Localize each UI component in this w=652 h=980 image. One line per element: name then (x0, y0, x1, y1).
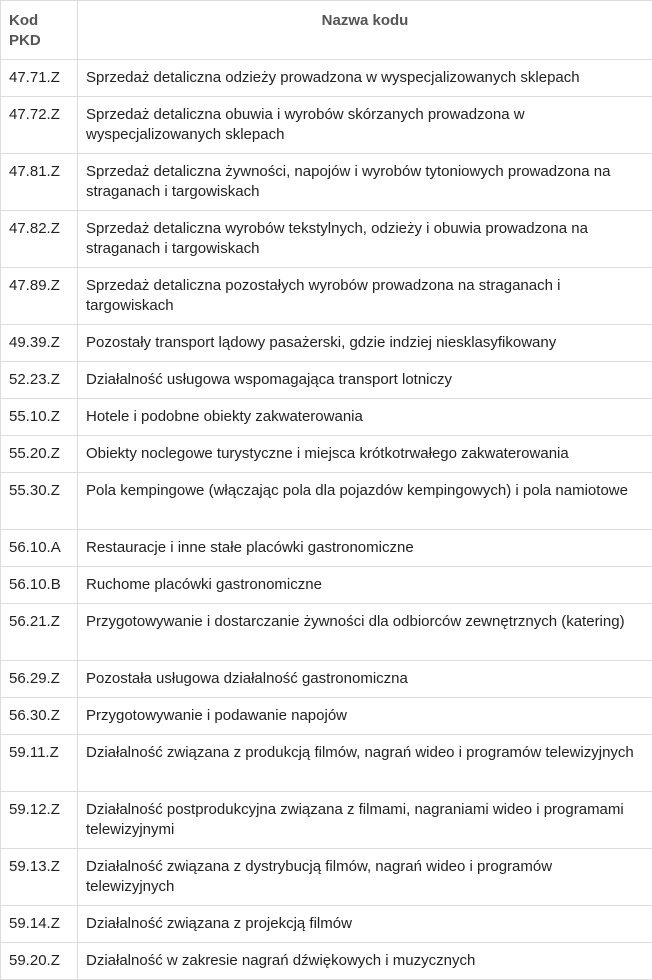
table-row (1, 97, 652, 154)
pkd-code: 47.71.Z (1, 60, 78, 97)
table-row (1, 792, 652, 849)
pkd-code: 56.29.Z (1, 661, 78, 698)
table-row (1, 436, 652, 473)
pkd-name: Działalność postprodukcyjna związana z filmami, nagraniami wideo i programami telewizyjnymi (78, 792, 652, 849)
pkd-name: Restauracje i inne stałe placówki gastronomiczne (78, 530, 652, 567)
pkd-name: Przygotowywanie i dostarczanie żywności dla odbiorców zewnętrznych (katering) (78, 604, 652, 661)
pkd-code: 59.11.Z (1, 735, 78, 792)
table-row (1, 661, 652, 698)
table-row (1, 849, 652, 906)
pkd-name: Działalność związana z produkcją filmów, nagrań wideo i programów telewizyjnych (78, 735, 652, 792)
pkd-code: 55.20.Z (1, 436, 78, 473)
pkd-name: Pozostała usługowa działalność gastronomiczna (78, 661, 652, 698)
table-row (1, 211, 652, 268)
pkd-name: Obiekty noclegowe turystyczne i miejsca krótkotrwałego zakwaterowania (78, 436, 652, 473)
pkd-code: 56.10.B (1, 567, 78, 604)
pkd-name: Sprzedaż detaliczna pozostałych wyrobów prowadzona na straganach i targowiskach (78, 268, 652, 325)
pkd-code: 52.23.Z (1, 362, 78, 399)
pkd-code: 47.81.Z (1, 154, 78, 211)
pkd-name: Działalność związana z dystrybucją filmów, nagrań wideo i programów telewizyjnych (78, 849, 652, 906)
pkd-name: Sprzedaż detaliczna wyrobów tekstylnych, odzieży i obuwia prowadzona na straganach i targowiskach (78, 211, 652, 268)
table-body (1, 60, 652, 980)
pkd-code: 56.10.A (1, 530, 78, 567)
pkd-code: 47.82.Z (1, 211, 78, 268)
pkd-code: 59.14.Z (1, 906, 78, 943)
pkd-name: Przygotowywanie i podawanie napojów (78, 698, 652, 735)
pkd-code: 56.21.Z (1, 604, 78, 661)
pkd-name: Sprzedaż detaliczna odzieży prowadzona w wyspecjalizowanych sklepach (78, 60, 652, 97)
pkd-code: 59.12.Z (1, 792, 78, 849)
header-code: Kod PKD (1, 1, 78, 60)
table-header-row (1, 1, 652, 60)
pkd-name: Sprzedaż detaliczna obuwia i wyrobów skórzanych prowadzona w wyspecjalizowanych sklepach (78, 97, 652, 154)
table-row (1, 154, 652, 211)
pkd-name: Ruchome placówki gastronomiczne (78, 567, 652, 604)
table-row (1, 268, 652, 325)
table-row (1, 567, 652, 604)
pkd-code: 59.13.Z (1, 849, 78, 906)
table-row (1, 906, 652, 943)
pkd-code: 56.30.Z (1, 698, 78, 735)
pkd-code: 47.89.Z (1, 268, 78, 325)
pkd-code: 55.30.Z (1, 473, 78, 530)
table-row (1, 698, 652, 735)
pkd-name: Działalność usługowa wspomagająca transport lotniczy (78, 362, 652, 399)
pkd-name: Pozostały transport lądowy pasażerski, gdzie indziej niesklasyfikowany (78, 325, 652, 362)
pkd-code: 59.20.Z (1, 943, 78, 980)
pkd-code: 55.10.Z (1, 399, 78, 436)
header-name: Nazwa kodu (78, 1, 652, 60)
pkd-name: Sprzedaż detaliczna żywności, napojów i wyrobów tytoniowych prowadzona na straganach i targowiskach (78, 154, 652, 211)
pkd-name: Działalność w zakresie nagrań dźwiękowych i muzycznych (78, 943, 652, 980)
table-row (1, 473, 652, 530)
table-row (1, 943, 652, 980)
table-row (1, 735, 652, 792)
table-row (1, 530, 652, 567)
table-row (1, 362, 652, 399)
table-row (1, 325, 652, 362)
pkd-name: Hotele i podobne obiekty zakwaterowania (78, 399, 652, 436)
pkd-name: Działalność związana z projekcją filmów (78, 906, 652, 943)
pkd-code: 47.72.Z (1, 97, 78, 154)
pkd-name: Pola kempingowe (włączając pola dla pojazdów kempingowych) i pola namiotowe (78, 473, 652, 530)
table-row (1, 604, 652, 661)
table-row (1, 399, 652, 436)
pkd-code: 49.39.Z (1, 325, 78, 362)
table-row (1, 60, 652, 97)
